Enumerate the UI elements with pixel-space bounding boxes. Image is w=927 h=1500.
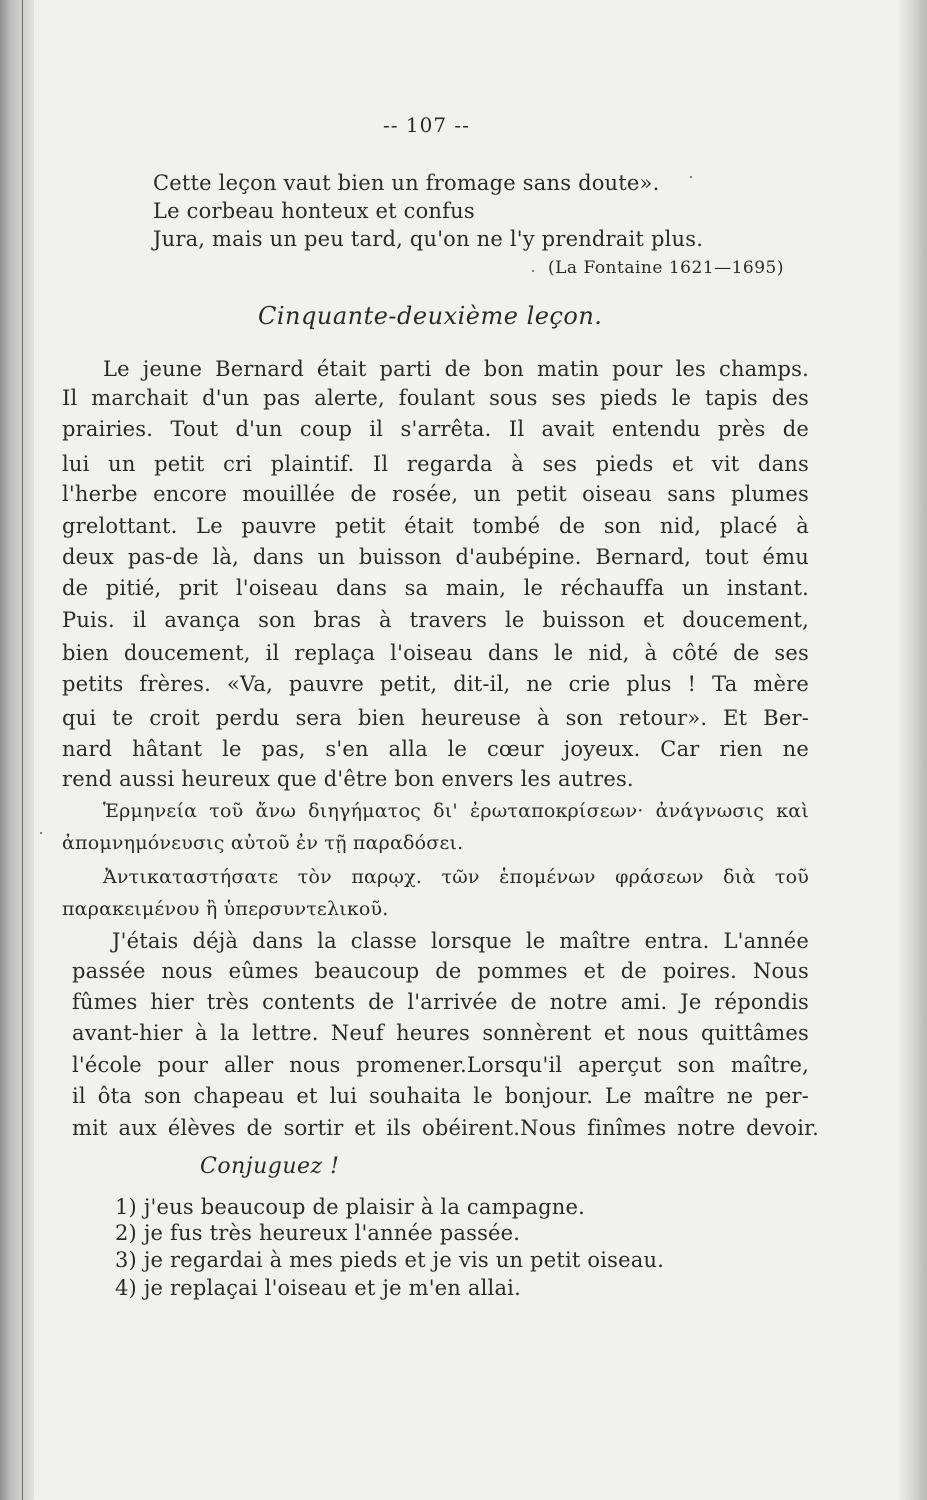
poem-attribution: (La Fontaine 1621—1695) — [548, 258, 784, 278]
conjugation-item: 2) je fus très heureux l'année passée. — [115, 1221, 521, 1245]
print-speck — [40, 832, 42, 834]
poem-line: Le corbeau honteux et confus — [153, 199, 475, 223]
conjugation-title: Conjuguez ! — [200, 1154, 340, 1179]
paragraph-line: prairies. Tout d'un coup il s'arrêta. Il avait entendu près de — [62, 417, 809, 441]
conjugation-item: 3) je regardai à mes pieds et je vis un petit oiseau. — [115, 1248, 665, 1272]
print-speck — [532, 270, 534, 272]
exercise-line: mit aux élèves de sortir et ils obéirent.Nous finîmes notre devoir. — [72, 1116, 819, 1140]
greek-line: Ἑρμηνεία τοῦ ἄνω διηγήματος δι' ἐρωταποκρίσεων· ἀνάγνωσις καὶ — [103, 800, 809, 822]
page-edge-line — [22, 0, 23, 1500]
greek-line: ἀπομνημόνευσις αὐτοῦ ἐν τῇ παραδόσει. — [62, 832, 464, 854]
page-right-shadow — [897, 0, 927, 1500]
poem-line: Jura, mais un peu tard, qu'on ne l'y prendrait plus. — [153, 227, 704, 251]
paragraph-line: Puis. il avança son bras à travers le buisson et doucement, — [62, 608, 809, 632]
poem-line: Cette leçon vaut bien un fromage sans doute». — [153, 171, 660, 195]
exercise-line: avant-hier à la lettre. Neuf heures sonnèrent et nous quittâmes — [72, 1021, 809, 1045]
paragraph-line: rend aussi heureux que d'être bon envers les autres. — [62, 767, 634, 791]
greek-line: παρακειμένου ἢ ὑπερσυντελικοῦ. — [62, 898, 389, 920]
exercise-line: J'étais déjà dans la classe lorsque le maître entra. L'année — [112, 929, 809, 953]
paragraph-line: de pitié, prit l'oiseau dans sa main, le réchauffa un instant. — [62, 576, 809, 600]
paragraph-line: grelottant. Le pauvre petit était tombé de son nid, placé à — [62, 514, 809, 538]
greek-line: Ἀντικαταστήσατε τὸν παρῳχ. τῶν ἑπομένων φράσεων διὰ τοῦ — [103, 866, 809, 888]
paragraph-line: Le jeune Bernard était parti de bon matin pour les champs. — [103, 357, 809, 381]
page-gutter-shadow — [0, 0, 34, 1500]
paragraph-line: l'herbe encore mouillée de rosée, un petit oiseau sans plumes — [62, 482, 809, 506]
paragraph-line: Il marchait d'un pas alerte, foulant sous ses pieds le tapis des — [62, 386, 809, 410]
paragraph-line: deux pas-de là, dans un buisson d'aubépine. Bernard, tout ému — [62, 545, 809, 569]
page-number: -- 107 -- — [383, 113, 470, 137]
print-speck — [690, 176, 692, 178]
exercise-line: l'école pour aller nous promener.Lorsqu'il aperçut son maître, — [72, 1053, 809, 1077]
exercise-line: fûmes hier très contents de l'arrivée de notre ami. Je répondis — [72, 990, 809, 1014]
paragraph-line: qui te croit perdu sera bien heureuse à son retour». Et Ber- — [62, 706, 809, 730]
exercise-line: passée nous eûmes beaucoup de pommes et de poires. Nous — [72, 959, 809, 983]
exercise-line: il ôta son chapeau et lui souhaita le bonjour. Le maître ne per- — [72, 1084, 809, 1108]
conjugation-item: 4) je replaçai l'oiseau et je m'en allai. — [115, 1276, 521, 1300]
paragraph-line: nard hâtant le pas, s'en alla le cœur joyeux. Car rien ne — [62, 737, 809, 761]
paragraph-line: bien doucement, il replaça l'oiseau dans le nid, à côté de ses — [62, 641, 809, 665]
lesson-title: Cinquante-deuxième leçon. — [258, 302, 603, 330]
paragraph-line: lui un petit cri plaintif. Il regarda à ses pieds et vit dans — [62, 452, 809, 476]
conjugation-item: 1) j'eus beaucoup de plaisir à la campagne. — [115, 1195, 585, 1219]
paragraph-line: petits frères. «Va, pauvre petit, dit-il, ne crie plus ! Ta mère — [62, 672, 809, 696]
